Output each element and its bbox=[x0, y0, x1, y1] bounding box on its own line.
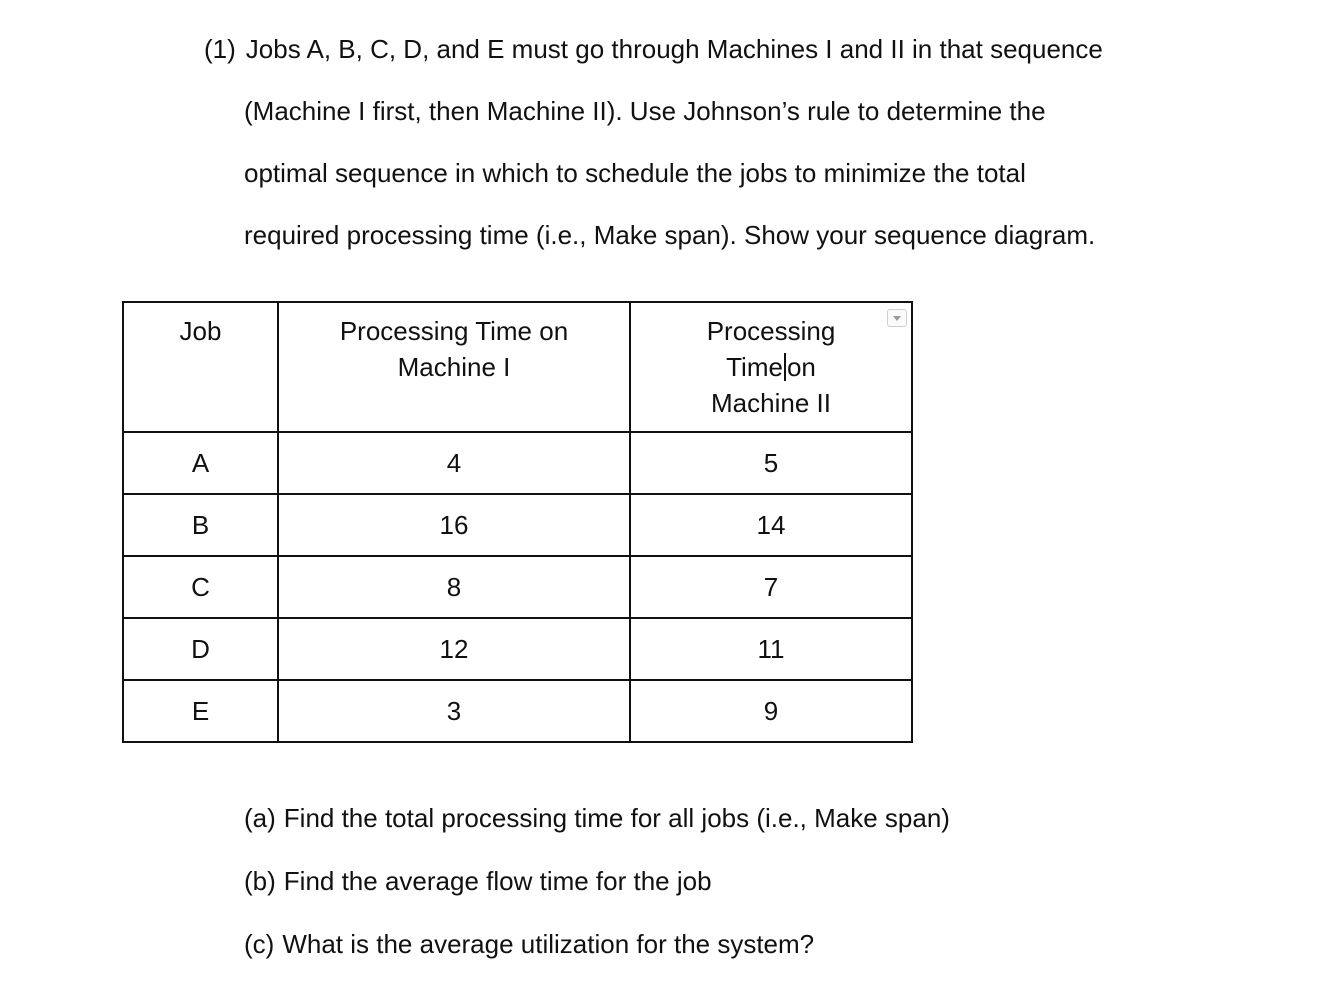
question-letter: (c) bbox=[244, 929, 275, 959]
cell-machine-2[interactable]: 14 bbox=[630, 494, 912, 556]
cell-machine-1[interactable]: 3 bbox=[278, 680, 630, 742]
question-a bbox=[244, 787, 950, 850]
cell-machine-2[interactable]: 9 bbox=[630, 680, 912, 742]
table-row bbox=[123, 680, 912, 742]
problem-number: (1) bbox=[204, 34, 236, 64]
question-list bbox=[244, 787, 950, 976]
table-header-row bbox=[123, 302, 912, 432]
cell-machine-2[interactable]: 11 bbox=[630, 618, 912, 680]
cell-machine-2[interactable]: 5 bbox=[630, 432, 912, 494]
header-machine-2-line-2b: on bbox=[786, 352, 816, 382]
question-letter: (b) bbox=[244, 866, 276, 896]
question-letter: (a) bbox=[244, 803, 276, 833]
cell-machine-1[interactable]: 12 bbox=[278, 618, 630, 680]
problem-line-1 bbox=[200, 18, 1210, 80]
problem-text-line-1: Jobs A, B, C, D, and E must go through Machines I and II in that sequence bbox=[245, 34, 1103, 64]
cell-job[interactable]: E bbox=[123, 680, 278, 742]
problem-line-3: optimal sequence in which to schedule the jobs to minimize the total bbox=[244, 158, 1026, 188]
header-machine-2-line-3: Machine II bbox=[711, 388, 831, 418]
cell-machine-2[interactable]: 7 bbox=[630, 556, 912, 618]
cell-machine-1[interactable]: 16 bbox=[278, 494, 630, 556]
question-c bbox=[244, 913, 950, 976]
header-machine-1[interactable] bbox=[278, 302, 630, 432]
problem-line-2: (Machine I first, then Machine II). Use Johnson’s rule to determine the bbox=[244, 96, 1046, 126]
table-row bbox=[123, 556, 912, 618]
header-job[interactable] bbox=[123, 302, 278, 432]
table-row bbox=[123, 432, 912, 494]
question-text: What is the average utilization for the system? bbox=[282, 929, 815, 959]
header-machine-1-line-2: Machine I bbox=[397, 352, 511, 382]
cell-job[interactable]: C bbox=[123, 556, 278, 618]
table-row bbox=[123, 618, 912, 680]
cell-job[interactable]: D bbox=[123, 618, 278, 680]
header-machine-1-line-1: Processing Time on bbox=[339, 316, 569, 346]
cell-machine-1[interactable]: 4 bbox=[278, 432, 630, 494]
processing-times-table bbox=[122, 301, 913, 743]
text-cursor bbox=[784, 353, 786, 381]
question-b bbox=[244, 850, 950, 913]
question-text: Find the average flow time for the job bbox=[283, 866, 712, 896]
chevron-down-icon[interactable] bbox=[887, 309, 907, 327]
table-row bbox=[123, 494, 912, 556]
header-machine-2-line-2a: Time bbox=[726, 352, 783, 382]
header-machine-2-line-1: Processing bbox=[706, 316, 836, 346]
cell-job[interactable]: B bbox=[123, 494, 278, 556]
question-text: Find the total processing time for all jobs (i.e., Make span) bbox=[283, 803, 950, 833]
header-job-label: Job bbox=[179, 316, 222, 346]
cell-machine-1[interactable]: 8 bbox=[278, 556, 630, 618]
header-machine-2[interactable] bbox=[630, 302, 912, 432]
problem-line-4: required processing time (i.e., Make span). Show your sequence diagram. bbox=[244, 220, 1096, 250]
cell-job[interactable]: A bbox=[123, 432, 278, 494]
problem-statement bbox=[200, 18, 1210, 266]
